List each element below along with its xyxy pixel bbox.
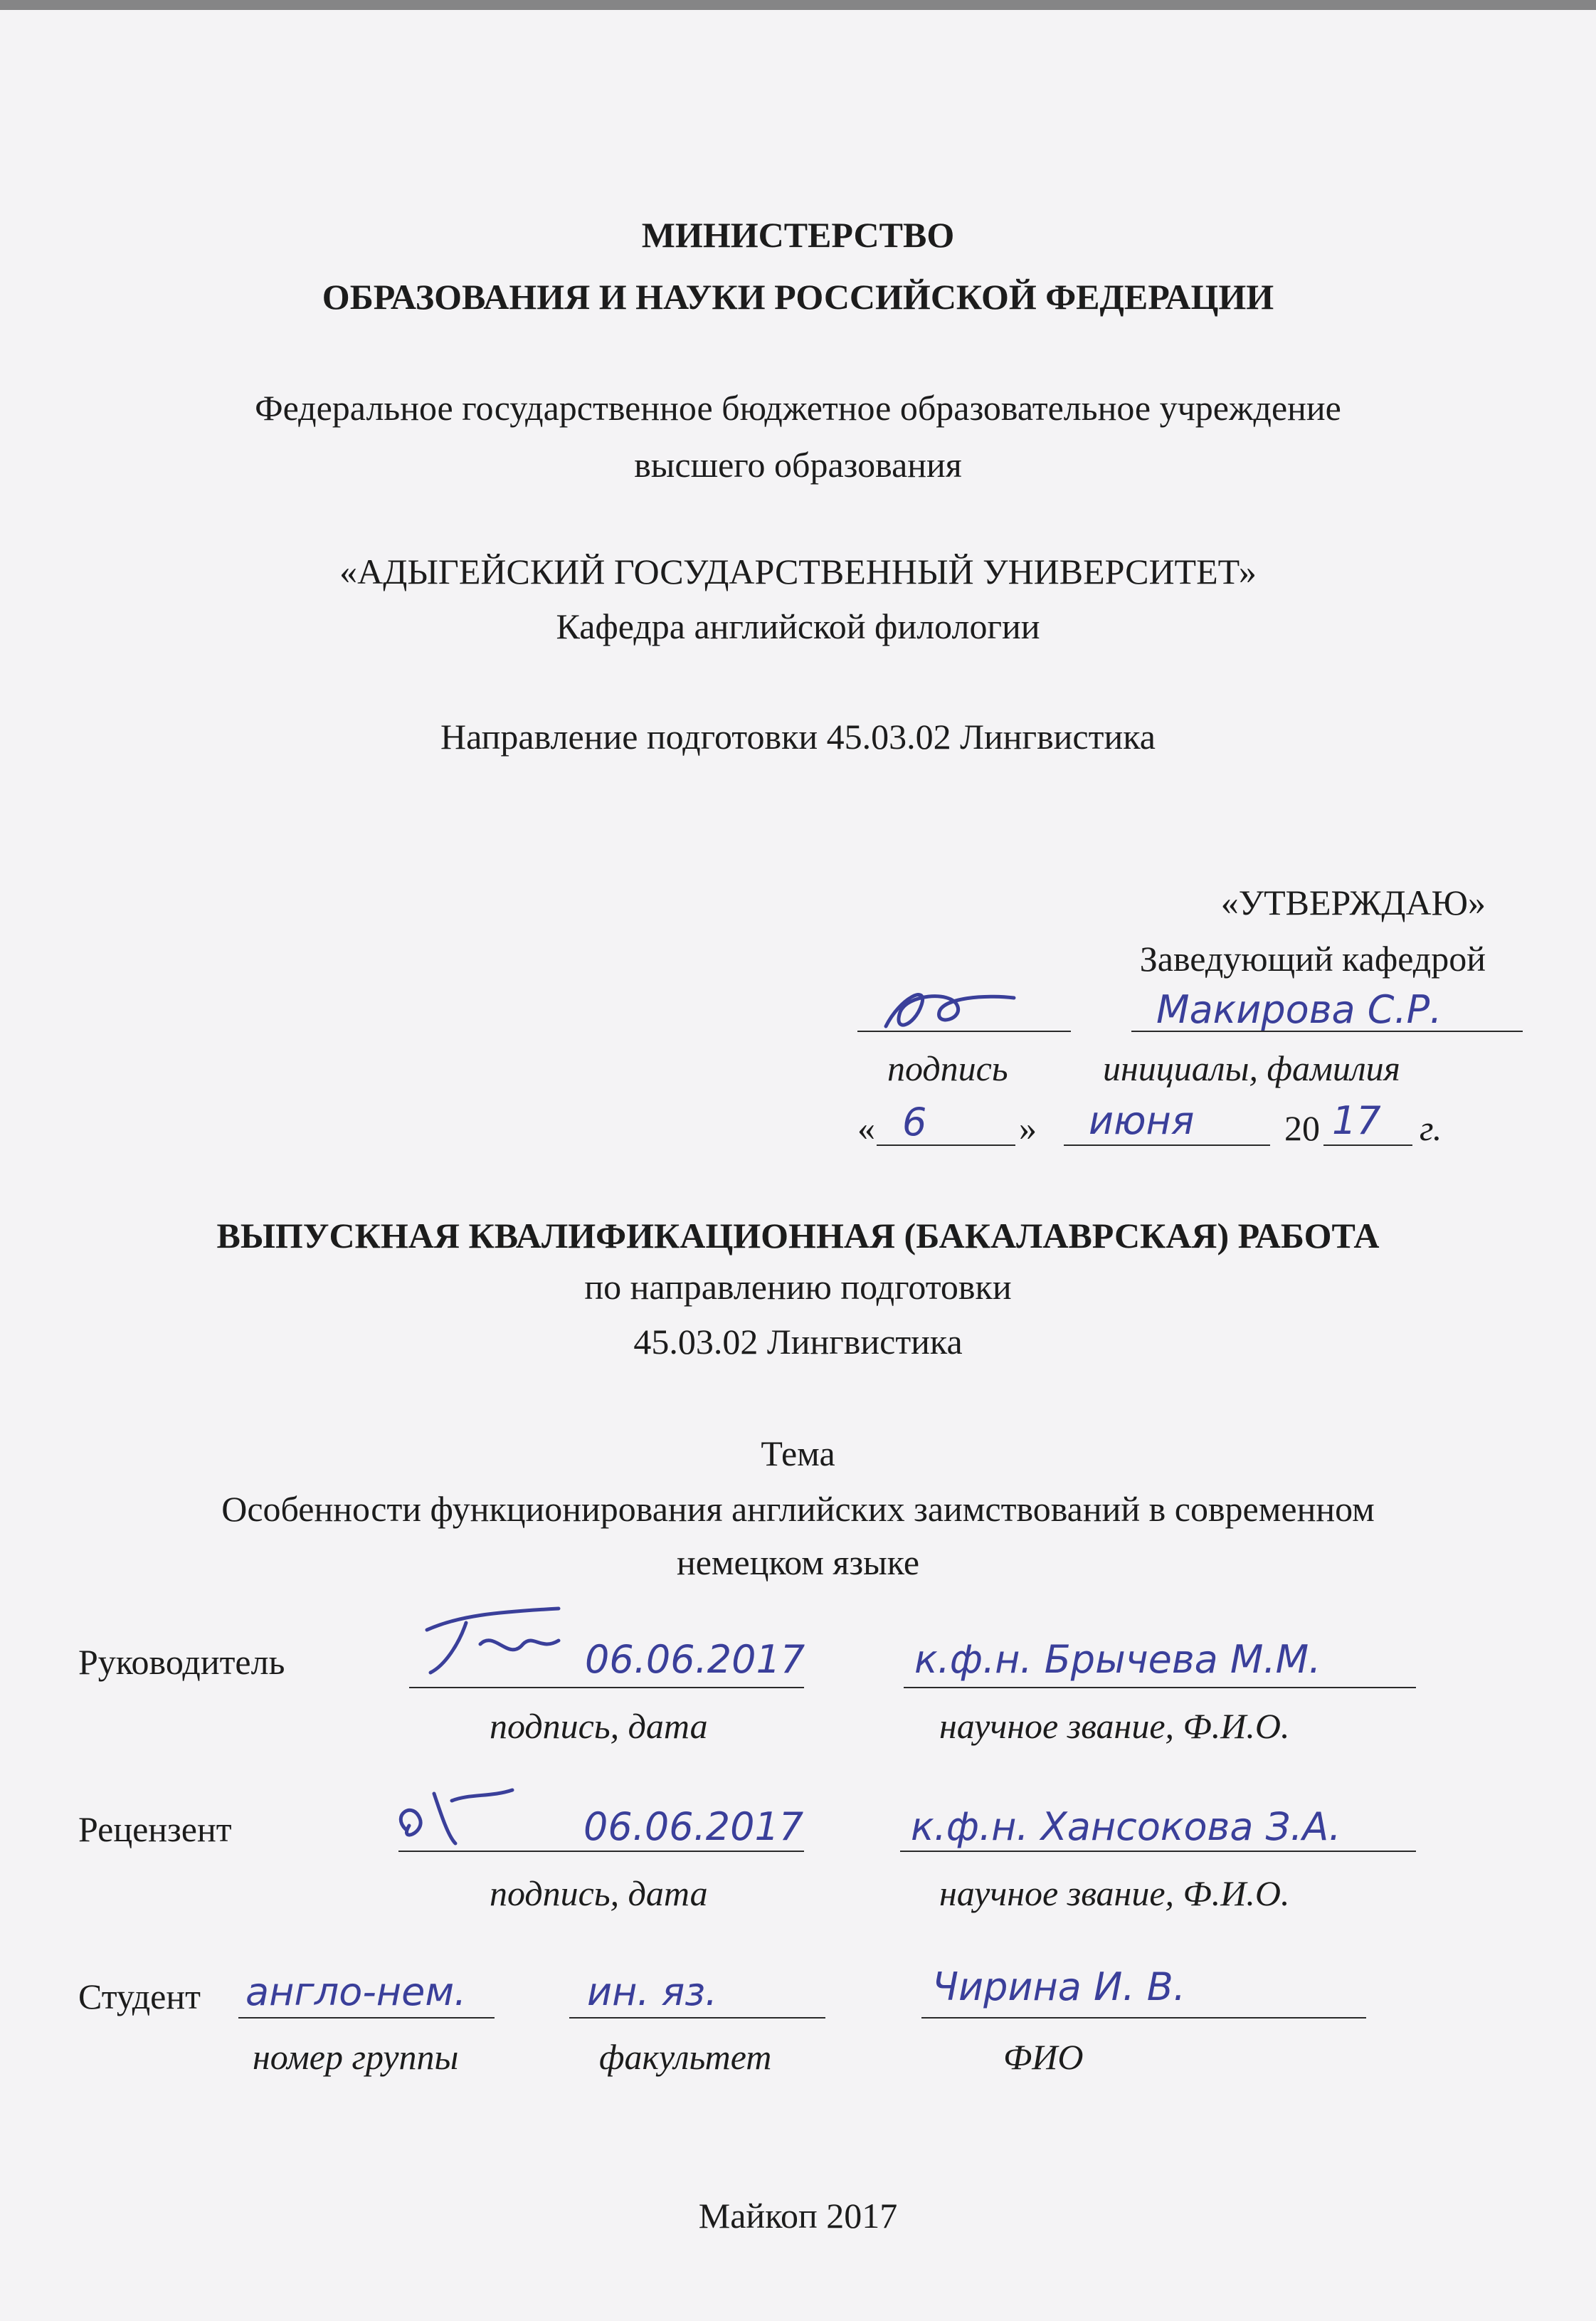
date-month-handwritten: июня [1089,1098,1195,1143]
student-group-line [238,2017,495,2019]
student-group-handwritten: англо-нем. [245,1969,467,2014]
head-of-department-label: Заведующий кафедрой [1139,939,1486,979]
supervisor-signature-line [409,1687,804,1688]
ministry-line-1: МИНИСТЕРСТВО [641,215,955,255]
date-g: г. [1420,1108,1442,1148]
student-faculty-handwritten: ин. яз. [587,1969,718,2014]
reviewer-date-handwritten: 06.06.2017 [583,1804,804,1849]
reviewer-signature-icon [384,1779,527,1851]
supervisor-name-handwritten: к.ф.н. Брычева М.М. [914,1637,1321,1682]
date-open-quote: « [857,1108,875,1148]
head-name-line [1131,1031,1523,1032]
supervisor-name-line [904,1687,1416,1688]
signature-caption: подпись [887,1048,1008,1088]
scan-edge [0,0,1596,10]
head-signature-line [857,1031,1071,1032]
direction-line: Направление подготовки 45.03.02 Лингвистика [440,717,1156,757]
city-year: Майкоп 2017 [698,2196,898,2236]
student-name-handwritten: Чирина И. В. [932,1964,1185,2009]
approve-label: «УТВЕРЖДАЮ» [1220,883,1486,922]
name-caption: инициалы, фамилия [1103,1048,1400,1088]
topic-line-2: немецком языке [676,1542,920,1582]
ministry-line-2: ОБРАЗОВАНИЯ И НАУКИ РОССИЙСКОЙ ФЕДЕРАЦИИ [322,277,1274,317]
supervisor-role: Руководитель [78,1642,285,1682]
work-title: ВЫПУСКНАЯ КВАЛИФИКАЦИОННАЯ (БАКАЛАВРСКАЯ) РАБОТА [216,1216,1380,1256]
reviewer-name-line [900,1851,1416,1852]
date-year-handwritten: 17 [1332,1098,1381,1143]
direction-code: 45.03.02 Лингвистика [633,1322,963,1362]
date-day-line [877,1144,1015,1146]
date-year-prefix: 20 [1284,1108,1320,1148]
student-faculty-caption: факультет [599,2037,772,2077]
topic-line-1: Особенности функционирования английских заимствований в современном [221,1489,1375,1529]
reviewer-name-caption: научное звание, Ф.И.О. [939,1873,1290,1913]
reviewer-name-handwritten: к.ф.н. Хансокова З.А. [911,1804,1341,1849]
student-faculty-line [569,2017,825,2019]
head-name-handwritten: Макирова С.Р. [1156,987,1442,1032]
student-group-caption: номер группы [253,2037,459,2077]
institution-line-2: высшего образования [634,445,962,485]
reviewer-role: Рецензент [78,1809,232,1849]
reviewer-signature-line [398,1851,804,1852]
department-name: Кафедра английской филологии [556,606,1040,646]
supervisor-date-handwritten: 06.06.2017 [585,1637,805,1682]
reviewer-sign-caption: подпись, дата [490,1873,708,1913]
date-day-handwritten: 6 [902,1100,927,1144]
supervisor-sign-caption: подпись, дата [490,1706,708,1746]
supervisor-signature-icon [416,1601,580,1680]
student-name-line [921,2017,1366,2019]
date-close-quote: » [1019,1108,1037,1148]
date-year-line [1323,1144,1412,1146]
student-role: Студент [78,1977,201,2016]
institution-line-1: Федеральное государственное бюджетное образовательное учреждение [255,388,1341,428]
date-month-line [1064,1144,1270,1146]
by-direction: по направлению подготовки [584,1267,1012,1307]
university-name: «АДЫГЕЙСКИЙ ГОСУДАРСТВЕННЫЙ УНИВЕРСИТЕТ» [339,552,1257,591]
supervisor-name-caption: научное звание, Ф.И.О. [939,1706,1290,1746]
student-name-caption: ФИО [1003,2037,1084,2077]
topic-label: Тема [761,1433,835,1473]
